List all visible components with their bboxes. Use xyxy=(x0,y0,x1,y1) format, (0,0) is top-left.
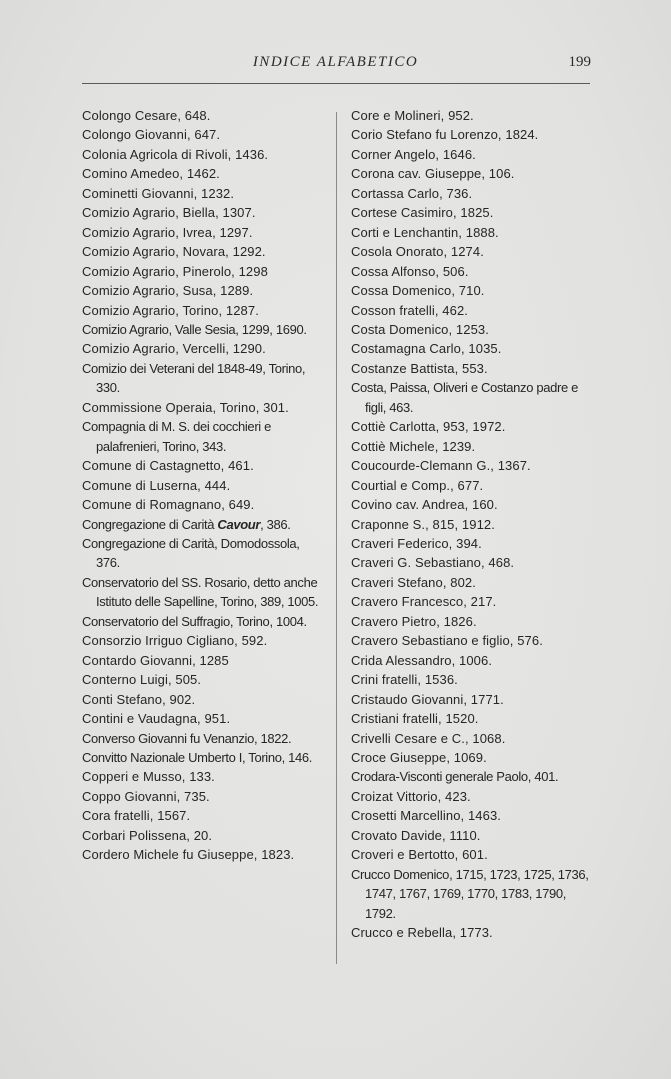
index-entry: Craveri Stefano, 802. xyxy=(351,574,476,590)
index-entry: Costamagna Carlo, 1035. xyxy=(351,341,502,357)
index-entry: Corbari Polissena, 20. xyxy=(82,827,213,843)
index-entry: Cosola Onorato, 1274. xyxy=(351,244,484,260)
index-entry: Crivelli Cesare e C., 1068. xyxy=(351,730,506,746)
index-entry: Conti Stefano, 902. xyxy=(82,691,196,707)
index-entry: Corner Angelo, 1646. xyxy=(351,146,476,162)
index-entry: Cossa Alfonso, 506. xyxy=(351,263,469,279)
index-entry: Craveri Federico, 394. xyxy=(351,535,482,551)
index-entry: Cosson fratelli, 462. xyxy=(351,302,468,318)
index-entry: Crovato Davide, 1110. xyxy=(351,827,481,843)
index-entry: Comizio Agrario, Pinerolo, 1298 xyxy=(82,263,268,279)
index-entry: Conservatorio del SS. Rosario, detto anche Istituto delle Sapelline, Torino, 389, 1005. xyxy=(82,574,319,610)
index-entry: Craponne S., 815, 1912. xyxy=(351,516,495,532)
index-entry: Cortese Casimiro, 1825. xyxy=(351,205,494,221)
index-entry: Crini fratelli, 1536. xyxy=(351,672,458,688)
index-entry: Contardo Giovanni, 1285 xyxy=(82,652,229,668)
index-entry: Cravero Sebastiano e figlio, 576. xyxy=(351,633,543,649)
index-entry: Colongo Cesare, 648. xyxy=(82,108,211,123)
index-entry: Croizat Vittorio, 423. xyxy=(351,788,471,804)
index-entry: Crodara-Visconti generale Paolo, 401. xyxy=(351,769,559,785)
index-entry: Crida Alessandro, 1006. xyxy=(351,652,493,668)
index-entry: Contini e Vaudagna, 951. xyxy=(82,711,231,727)
index-entry: Colonia Agricola di Rivoli, 1436. xyxy=(82,146,269,162)
index-entry: Copperi e Musso, 133. xyxy=(82,769,215,785)
index-entry: Comune di Luserna, 444. xyxy=(82,477,231,493)
index-entry: Covino cav. Andrea, 160. xyxy=(351,497,498,513)
index-entry: Croveri e Bertotto, 601. xyxy=(351,847,488,863)
index-entry: Courtial e Comp., 677. xyxy=(351,477,484,493)
index-entry: Crucco e Rebella, 1773. xyxy=(351,925,493,941)
index-entry: Commissione Operaia, Torino, 301. xyxy=(82,399,289,415)
column-divider xyxy=(336,112,337,964)
index-entry: Conterno Luigi, 505. xyxy=(82,672,202,688)
index-entry: Compagnia di M. S. dei cocchieri e palafrenieri, Torino, 343. xyxy=(82,419,271,454)
index-entry: Comizio Agrario, Ivrea, 1297. xyxy=(82,224,253,240)
index-entry: Crosetti Marcellino, 1463. xyxy=(351,808,501,824)
index-entry: Cossa Domenico, 710. xyxy=(351,283,485,299)
index-entry: Consorzio Irriguo Cigliano, 592. xyxy=(82,633,268,649)
index-entry: Comizio Agrario, Novara, 1292. xyxy=(82,244,266,260)
index-entry: Core e Molineri, 952. xyxy=(351,108,474,123)
index-entry: Comino Amedeo, 1462. xyxy=(82,166,220,182)
index-entry: Comizio Agrario, Torino, 1287. xyxy=(82,302,259,318)
index-entry: Comizio dei Veterani del 1848-49, Torino, 330. xyxy=(82,360,306,396)
index-entry: Cominetti Giovanni, 1232. xyxy=(82,185,235,201)
index-entry: Cordero Michele fu Giuseppe, 1823. xyxy=(82,847,295,863)
index-entry: Cristiani fratelli, 1520. xyxy=(351,711,479,727)
index-entry: Craveri G. Sebastiano, 468. xyxy=(351,555,515,571)
running-header-title: INDICE ALFABETICO xyxy=(252,54,419,70)
index-entry: Comizio Agrario, Biella, 1307. xyxy=(82,205,256,221)
index-entry: Cortassa Carlo, 736. xyxy=(351,185,473,201)
index-entry: Convitto Nazionale Umberto I, Torino, 146. xyxy=(82,749,313,765)
page-number: 199 xyxy=(568,54,591,70)
index-entry: Conservatorio del Suffragio, Torino, 1004. xyxy=(82,613,307,629)
index-entry: Coppo Giovanni, 735. xyxy=(82,788,210,804)
index-entry: Costanze Battista, 553. xyxy=(351,360,488,376)
index-entry: Croce Giuseppe, 1069. xyxy=(351,749,487,765)
index-entry: Comune di Castagnetto, 461. xyxy=(82,458,254,474)
index-entry: Corio Stefano fu Lorenzo, 1824. xyxy=(351,127,539,143)
header-rule xyxy=(82,83,590,84)
index-entry: Crucco Domenico, 1715, 1723, 1725, 1736, 1747, 1767, 1769, 1770, 1783, 1790, 1792. xyxy=(351,866,589,921)
index-entry: Comizio Agrario, Vercelli, 1290. xyxy=(82,341,266,357)
index-entry: Cottiè Carlotta, 953, 1972. xyxy=(351,419,506,435)
index-entry: Cristaudo Giovanni, 1771. xyxy=(351,691,504,707)
index-column-right xyxy=(351,106,599,942)
index-entry: Comizio Agrario, Valle Sesia, 1299, 1690. xyxy=(82,321,307,337)
index-entry: Comizio Agrario, Susa, 1289. xyxy=(82,283,254,299)
index-entry: Costa, Paissa, Oliveri e Costanzo padre e figli, 463. xyxy=(351,380,578,415)
index-entry: Comune di Romagnano, 649. xyxy=(82,497,255,513)
index-entry: Cravero Pietro, 1826. xyxy=(351,613,477,629)
index-entry: Converso Giovanni fu Venanzio, 1822. xyxy=(82,730,292,746)
index-entry: Congregazione di Carità, Domodossola, 376. xyxy=(82,535,300,571)
index-entry: Corona cav. Giuseppe, 106. xyxy=(351,166,515,182)
index-entry: Congregazione di Carità Cavour, 386. xyxy=(82,516,291,532)
index-entry: Cravero Francesco, 217. xyxy=(351,594,497,610)
index-entry: Cora fratelli, 1567. xyxy=(82,808,191,824)
index-entry: Coucourde-Clemann G., 1367. xyxy=(351,458,531,474)
index-entry: Costa Domenico, 1253. xyxy=(351,321,489,337)
index-entry: Colongo Giovanni, 647. xyxy=(82,127,221,143)
index-entry: Cottiè Michele, 1239. xyxy=(351,438,476,454)
index-column-left xyxy=(82,106,326,865)
index-entry: Corti e Lenchantin, 1888. xyxy=(351,224,499,240)
